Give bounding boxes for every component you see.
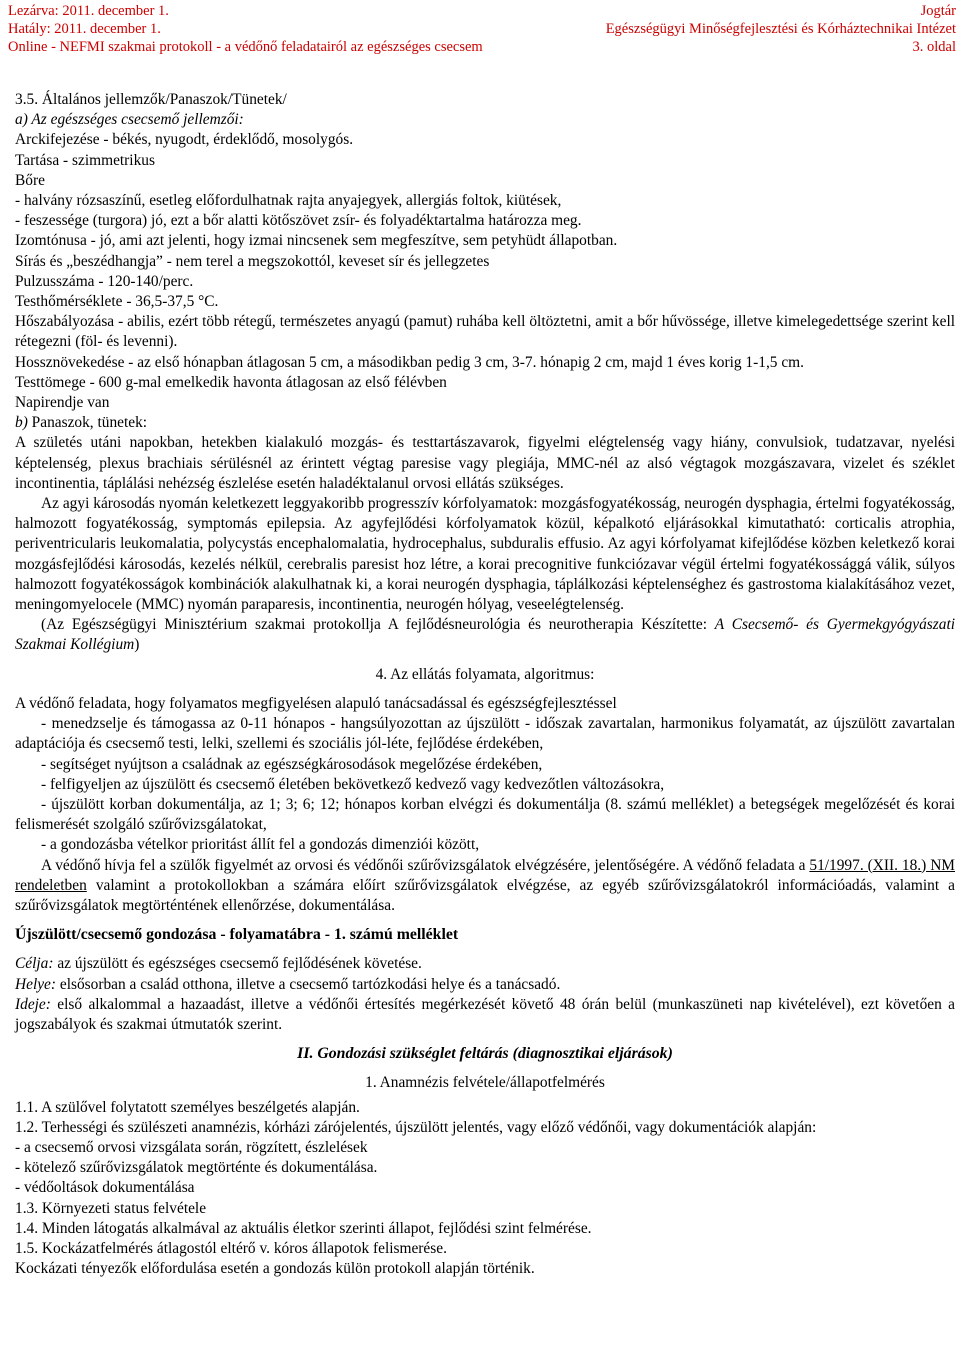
subsection-heading: a) Az egészséges csecsemő jellemzői: xyxy=(15,111,244,129)
list-item: 1.4. Minden látogatás alkalmával az aktuális életkor szerinti állapot, fejlődési szint felmérése. xyxy=(15,1219,592,1237)
list-item: - kötelező szűrővizsgálatok megtörténte és dokumentálása. xyxy=(15,1159,378,1177)
citation-author: A Csecsemő- és Gyermekgyógyászati Szakmai Kollégium xyxy=(15,616,956,654)
paragraph xyxy=(15,856,955,917)
citation-text: (Az Egészségügyi Minisztérium szakmai protokollja A fejlődésneurológia és neurotherapia Készítette: xyxy=(41,616,715,634)
list-item: - a gondozásba vételkor prioritást állít fel a gondozás dimenziói között, xyxy=(41,836,480,854)
spacer xyxy=(15,1035,955,1044)
paragraph-text: A védőnő hívja fel a szülők figyelmét az orvosi és védőnői szűrővizsgálatok elvégzésére, jelentőségére. A védőnő feladata a xyxy=(41,856,810,874)
paragraph: Sírás és „beszédhangja” - nem terel a megszokottól, keveset sír és jellegzetes xyxy=(15,252,490,270)
spacer xyxy=(15,656,955,665)
aim-label: Célja: xyxy=(15,955,54,973)
document-title: Online - NEFMI szakmai protokoll - a védőnő feladatairól az egészséges csecsem xyxy=(8,39,483,55)
aim-line xyxy=(15,954,955,974)
paragraph: Hőszabályozása - abilis, ezért több rétegű, természetes anyagú (pamut) ruhába kell öltöztetni, amit a bőr hűvössége, illetve kimelegedettsége szerint kell rétegezni (föl- és levenni). xyxy=(15,313,955,351)
list-item: - feszessége (turgora) jó, ezt a bőr alatti kötőszövet zsír- és folyadéktartalma határozza meg. xyxy=(15,212,582,230)
list-item: - halvány rózsaszínű, esetleg előfordulhatnak rajta anyajegyek, allergiás foltok, kiütések, xyxy=(15,192,562,210)
chapter-heading: 1. Anamnézis felvétele/állapotfelmérés xyxy=(365,1074,605,1092)
list-item: - segítséget nyújtson a családnak az egészségkárosodások megelőzése érdekében, xyxy=(41,755,543,773)
paragraph: Bőre xyxy=(15,171,45,189)
list-item: 1.5. Kockázatfelmérés átlagostól eltérő v. kóros állapotok felismerése. xyxy=(15,1239,447,1257)
aim-text: az újszülött és egészséges csecsemő fejlődésének követése. xyxy=(53,955,422,973)
citation-close: ) xyxy=(134,636,140,654)
paragraph: Pulzusszáma - 120-140/perc. xyxy=(15,272,194,290)
place-text: elsősorban a család otthona, illetve a csecsemő tartózkodási helye és a tanácsadó. xyxy=(56,975,561,993)
effective-date: Hatály: 2011. december 1. xyxy=(8,21,161,37)
place-line xyxy=(15,975,955,995)
subsection-letter: b) xyxy=(15,414,28,432)
paragraph: Testtömege - 600 g-mal emelkedik havonta átlagosan az első félévben xyxy=(15,373,447,391)
time-text: első alkalommal a hazaadást, illetve a védőnői értesítés megérkezését követő 48 órán belül (munkaszüneti nap kivételével), ezt követően a jogszabályok és szakmai útmutatók szerint. xyxy=(15,995,955,1033)
list-item: - újszülött korban dokumentálja, az 1; 3; 6; 12; hónapos korban elvégzi és dokumentálja (8. számú melléklet) a betegségek megelőzését és korai felismerését szolgáló szűrővizsgálatokat, xyxy=(15,795,955,834)
list-item: 1.1. A szülővel folytatott személyes beszélgetés alapján. xyxy=(15,1098,360,1116)
paragraph: A védőnő feladata, hogy folyamatos megfigyelésen alapuló tanácsadással és egészségfejlesztéssel xyxy=(15,694,617,712)
flowchart-heading: Újszülött/csecsemő gondozása - folyamatábra - 1. számú melléklet xyxy=(15,926,459,944)
subsection-title: Panaszok, tünetek: xyxy=(27,414,148,432)
paragraph: Kockázati tényezők előfordulása esetén a gondozás külön protokoll alapján történik. xyxy=(15,1260,535,1278)
list-item: - menedzselje és támogassa az 0-11 hónapos - hangsúlyozottan az újszülött - időszak zavartalan, harmonikus folyamatát, az újszülött zavartalan adaptációja és csecsemő testi, lelki, szellemi és szociális jól-léte, fejlődése érdekében, xyxy=(15,715,955,753)
citation xyxy=(15,615,955,655)
header-right xyxy=(606,2,956,56)
part-heading: II. Gondozási szükséglet feltárás (diagnosztikai eljárások) xyxy=(297,1045,673,1063)
paragraph: A születés utáni napokban, hetekben kialakuló mozgás- és testtartászavarok, figyelmi elégtelenség vagy hiány, convulsiok, tudatzavar, nyelési képtelenség, plexus brachiais sérülésnél az érintett végtag paresise vagy plegiája, MMC-nél az alsó végtagok mozgászavara, vizelet és széklet incontinentia, táplálási nehézség észlelése esetén haladéktalanul orvosi ellátás szükséges. xyxy=(15,434,955,492)
paragraph: Tartása - szimmetrikus xyxy=(15,151,155,169)
page-header xyxy=(0,2,960,56)
paragraph: Testhőmérséklete - 36,5-37,5 °C. xyxy=(15,293,219,311)
document-body xyxy=(15,90,955,1279)
regulation-link[interactable]: 51/1997. (XII. 18.) NM rendeletben xyxy=(15,856,955,894)
publisher: Jogtár xyxy=(920,3,956,19)
subsection-heading xyxy=(15,413,955,433)
closing-date: Lezárva: 2011. december 1. xyxy=(8,3,169,19)
list-item: 1.2. Terhességi és szülészeti anamnézis, kórházi zárójelentés, újszülött jelentés, vagy előző védőnői, vagy dokumentációk alapján: xyxy=(15,1118,817,1136)
time-label: Ideje: xyxy=(15,995,51,1013)
paragraph: Az agyi károsodás nyomán keletkezett leggyakoribb progresszív kórfolyamatok: mozgásfogyatékosság, neurogén dysphagia, értelmi fogyatékosság, halmozott fogyatékosság, symptomás epilepsia. Az agyfejlődési kórfolyamatok közül, képalkotó eljárásokkal kimutatható: corticalis atrophia, periventricularis leukomalatia, polycystás encephalomalatia, hydrocephalus, subduralis effusio. Az agyi kórfolyamat kifejlődése közben keletkező korai mozgásfejlődési károsodás, kezelés nélkül, cerebralis paresist hoz létre, a korai precognitive funkciózavar végül értelmi fogyatékossággá válik, súlyos halmozott fogyatékosságok kombinációk alakulhatnak ki, a korai neurogén dysphagia, táplálkozási képtelenséghez és gastrostoma kialakításához vezet, meningomyelocele (MMC) nyomán paraparesis, incontinentia, neurogén hólyag, veseelégtelenség. xyxy=(15,495,955,614)
paragraph: Napirendje van xyxy=(15,394,110,412)
paragraph: Arckifejezése - békés, nyugodt, érdeklődő, mosolygós. xyxy=(15,131,354,149)
header-left xyxy=(8,2,483,56)
paragraph-text: valamint a protokollokban a számára előírt szűrővizsgálatok elvégzése, az egyéb szűrővizsgálatokról információadás, valamint a szűrővizsgálatok megtörténtének ellenőrzése, dokumentálása. xyxy=(15,876,955,914)
time-line xyxy=(15,995,955,1035)
place-label: Helye: xyxy=(15,975,57,993)
page-number: 3. oldal xyxy=(912,39,956,55)
list-item: 1.3. Környezeti status felvétele xyxy=(15,1199,207,1217)
list-item: - a csecsemő orvosi vizsgálata során, rögzített, észlelések xyxy=(15,1138,368,1156)
section-heading: 3.5. Általános jellemzők/Panaszok/Tünetek/ xyxy=(15,91,287,108)
spacer xyxy=(15,916,955,925)
spacer xyxy=(15,945,955,954)
spacer xyxy=(15,685,955,694)
institute: Egészségügyi Minőségfejlesztési és Kórháztechnikai Intézet xyxy=(605,21,956,37)
list-item: - védőoltások dokumentálása xyxy=(15,1179,195,1197)
paragraph: Izomtónusa - jó, ami azt jelenti, hogy izmai nincsenek sem megfeszítve, sem petyhüdt állapotban. xyxy=(15,232,618,250)
spacer xyxy=(15,1064,955,1073)
chapter-heading: 4. Az ellátás folyamata, algoritmus: xyxy=(375,665,595,683)
paragraph: Hossznövekedése - az első hónapban átlagosan 5 cm, a másodikban pedig 3 cm, 3-7. hónapig 2 cm, majd 1 éves korig 1-1,5 cm. xyxy=(15,353,804,371)
list-item: - felfigyeljen az újszülött és csecsemő életében bekövetkező kedvező vagy kedvezőtlen változásokra, xyxy=(41,775,665,793)
